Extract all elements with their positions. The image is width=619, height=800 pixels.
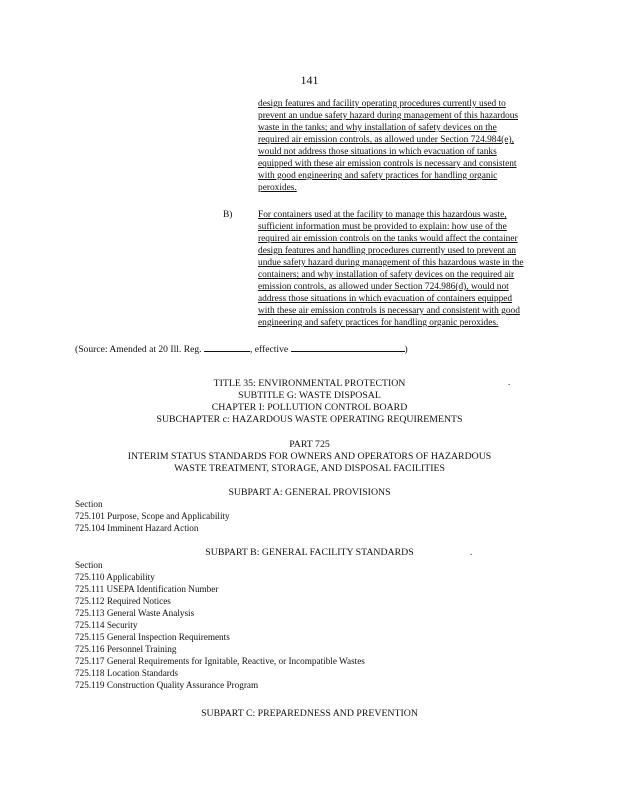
part-title-line-1: INTERIM STATUS STANDARDS FOR OWNERS AND OPERATORS OF HAZARDOUS [127, 451, 492, 462]
paragraph-line: engineering and safety practices for handling organic peroxides. [258, 318, 499, 328]
paragraph-line: would not address those situations in which evacuation of tanks [258, 147, 497, 157]
paragraph-line: emission controls, as allowed under Section 724.986(d), would not [258, 282, 509, 292]
section-entry: 725.118 Location Standards [75, 668, 179, 678]
paragraph-line: required air emission controls, as allowed under Section 724.984(e), [258, 135, 514, 145]
section-label: Section [75, 560, 103, 570]
section-entry: 725.117 General Requirements for Ignitable, Reactive, or Incompatible Wastes [75, 656, 365, 666]
section-entry: 725.110 Applicability [75, 572, 155, 582]
paragraph-line: waste in the tanks; and why installation of safety devices on the [258, 123, 497, 133]
paragraph-line: design features and handling procedures currently used to prevent an [258, 246, 516, 256]
stray-mark: . [470, 547, 473, 557]
subpart-b-heading: SUBPART B: GENERAL FACILITY STANDARDS [205, 547, 414, 558]
paragraph-line: peroxides. [258, 183, 297, 193]
paragraph-line: prevent an undue safety hazard during management of this hazardous [258, 111, 519, 121]
paragraph-line: with good engineering and safety practices for handling organic [258, 171, 498, 181]
section-entry: 725.111 USEPA Identification Number [75, 584, 219, 594]
paragraph-line: undue safety hazard during management of this hazardous waste in the [258, 258, 524, 268]
subpart-a-heading: SUBPART A: GENERAL PROVISIONS [228, 487, 391, 498]
section-entry: 725.112 Required Notices [75, 596, 171, 606]
paragraph-line: sufficient information must be provided to explain: how use of the [258, 222, 507, 232]
section-entry: 725.113 General Waste Analysis [75, 608, 195, 618]
section-entry: 725.114 Security [75, 620, 138, 630]
source-suffix: ) [404, 344, 408, 355]
subtitle-heading: SUBTITLE G: WASTE DISPOSAL [238, 390, 381, 401]
source-mid: , effective [249, 344, 291, 355]
source-note [75, 342, 408, 355]
paragraph-line: with these air emission controls is necessary and consistent with good [258, 306, 520, 316]
section-entry: 725.101 Purpose, Scope and Applicability [75, 511, 230, 521]
page-number: 141 [300, 73, 319, 87]
paragraph-line: design features and facility operating procedures currently used to [258, 99, 506, 109]
chapter-heading: CHAPTER I: POLLUTION CONTROL BOARD [211, 402, 408, 413]
item-b-label: B) [223, 210, 233, 220]
paragraph-line: address those situations in which evacuation of containers equipped [258, 294, 513, 304]
part-heading: PART 725 [289, 439, 330, 450]
paragraph-line: equipped with these air emission controls is necessary and consistent [258, 159, 517, 169]
source-prefix: (Source: Amended at 20 Ill. Reg. [75, 344, 204, 355]
subchapter-heading: SUBCHAPTER c: HAZARDOUS WASTE OPERATING REQUIREMENTS [156, 414, 463, 425]
section-entry: 725.104 Imminent Hazard Action [75, 523, 199, 533]
paragraph-line: required air emission controls on the tanks would affect the container [258, 234, 518, 244]
stray-mark: . [508, 377, 511, 387]
paragraph-line: For containers used at the facility to manage this hazardous waste, [258, 210, 507, 220]
paragraph-line: containers; and why installation of safety devices on the required air [258, 270, 515, 280]
section-entry: 725.116 Personnel Training [75, 644, 177, 654]
subpart-c-heading: SUBPART C: PREPAREDNESS AND PREVENTION [201, 708, 418, 719]
section-label: Section [75, 499, 103, 509]
section-entry: 725.115 General Inspection Requirements [75, 632, 230, 642]
section-entry: 725.119 Construction Quality Assurance Program [75, 680, 259, 690]
part-title-line-2: WASTE TREATMENT, STORAGE, AND DISPOSAL FACILITIES [174, 463, 445, 474]
effective-date-blank [291, 342, 405, 352]
title-heading: TITLE 35: ENVIRONMENTAL PROTECTION [213, 378, 406, 389]
date-blank [204, 342, 250, 352]
